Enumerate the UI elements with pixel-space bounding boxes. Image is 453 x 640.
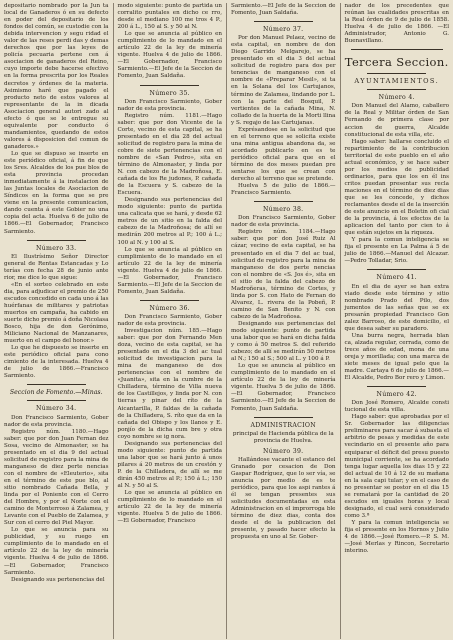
divider: [367, 269, 426, 270]
paragraph: «En el sorteo celebrado en este dia, para adjudicar el premio de 250 escudos concedido en cada uno á las huérfanas de militares y patriotas muertos en campaña, ha cabido en suerte dicho premio á doña Nicolasa Bosco, hija de don Gerónimo, Miliciano Nacional de Manzanares, muerto en el campo del honor.»: [4, 281, 109, 345]
column-4: [340, 3, 450, 639]
paragraph: Registro núm. 1184.—Hago saber: que por don José Ruiz Al cázar, vecino de esta capital, se ha presentado en el dia 7 del ac tual, solicitud de registro para la mina de manganeso de dos perte nencias con el nombre de «S. Jos é», sita en el sitio de la falda del cabezo de Madroñeras, término de Cortes, y linda por S. con Hato de Fernan do Alvarez, L. rivera de la Pobeñ, P. camino de San Benito y N. con cabezo de la Madroñosa.: [231, 229, 336, 320]
paragraph: depositario nombrado por la Jun ta local de Ganaderos ó en su defecto en poder del depositario de los fondos del común, se custodie con la debida intervencion y segu ridad el valor de las reses perdi das y demas derechos que por las leyes de policía pecuaria pertene cen á asociacion de ganaderos del Reino, cuyo importe debe hacerse efectivo en la forma prescrita por los Reales decretos y órdenes de la materia. Asimismo haré que pagado el producto neto de estos valores al representante de la in dicada Asociacion general autori zado al efecto ó que se le entregue su equivalente por conducto ó mandamientos, quedando de estos valores á disposicion del comun de ganaderos.»: [4, 3, 109, 150]
paragraph: Huelva 5 de julio de 1866.— Francisco Sarmiento.: [231, 183, 336, 197]
paragraph: Don Francisco Sarmiento, Gober nador de esta provincia.: [4, 414, 109, 428]
paragraph: Designando sus pertenencias del modo siguiente: punto de partida una labor que se hará junto á unos pilares á 20 metros de un crestón y P. de la Chilladera, de allí se me dirán 450 metros al P.; 150 á L.; 150 al N. y 50 al S.: [117, 440, 222, 490]
paragraph: Lo que se anuncia al público en cumplimiento de lo mandado en el artículo 22 de la ley de minería vigente. Huelva 4 de julio de 1866.—El Gobernador, Francisco Sarmiento.—El Jefe de la Seccion de Fomento, Juan Saldaña.: [117, 246, 222, 295]
notice-number: Número 38.: [263, 206, 304, 214]
notice-number: Número 34.: [36, 405, 77, 413]
paragraph: Por don Manuel Pelaez, vecino de esta capital, en nombre de don Diego Garrido Melgarejo, se ha presentado en el dia 3 del actual solicitud de registro para dos per tenencias de manganeso con el nombre de «Preparar Mesil», si ta en la Solana del los Cartujanos, término de Zalamea, lindando por L. con la parte del Bosquil, P. vertientes de la cañada Mina, N. collado de la huerta de la Morti llina y S. regajo de las Cartujanas.: [231, 35, 336, 126]
paragraph: Designando sus pertenencias del modo siguiente: punto de partida una labor que se hará en dicha falda y como á 50 metros S. del referido cabezo; de allí se medirán 50 metros al N.; 150 al S.; 500 al L. y 100 á P.: [231, 320, 336, 363]
paragraph: Don José Romero, Alcalde consti tucional de esta villa.: [344, 400, 449, 414]
paragraph: Y para la comun inteligencia se fija el presente en La Palma á 5 de julio de 1866.—Manuel del Alcazar.—Pedro Tolladar, Srio.: [344, 237, 449, 265]
paragraph: Hago saber: hallarse concluido el repartimiento de la contribucion territorial de este pueblo en el año actual económico, y se hace saber por los medios de publicidad ordinarios, para que los en él ins critos puedan presentar sus recla maciones en el término de diez dias que se les concede, y dichos reclamantes desde el de la inserción de este anuncio en el Boletin ofi cial de la provincia, á los efectos de la aplicacion del tanto por cien to á que están sujetos en la riqueza.: [344, 138, 449, 237]
paragraph: Don Francisco Sarmiento, Gober nador de esta provincia.: [117, 98, 222, 112]
paragraph: Investigacion núm. 185.—Hago saber: que por don Fernando Men doza, vecino de esta capital, se ha presentado en el dia 3 del ac tual solicitud de investigacion para la mina de manganeso de dos pertenencias con el nombre de «Juanita», sita en la cumbre de la Chilladera, término de Villa nueva de los Castillejos, y linda por N. con tierras y pinar del ríto de la Aicantarilla, P. faldas de la cañada de la Chilladera, S. ríto que da en la cañada del Obispo y los llanos y E. ponjío de la dicha cum bre y otra coyo nombre se ig nora.: [117, 328, 222, 440]
paragraph: Registro núm. 1181.—Hago saber: que por don Vicente de la Corte, vecino de esta capital, se ha presentado en el dia 28 del actual solicitud de registro para la mina de cobre de siete pertenencias con el nombre de «San Pedro», sita en término de Almonaster, y linda por N. con cabezo de la Madroñosa, E. cañada de los Re judones, P. cañada de la Escuera y S. cabezo de la Escuera.: [117, 112, 222, 197]
notice-number: Número 41.: [376, 274, 417, 282]
divider: [254, 417, 313, 418]
notice-number: Número 37.: [263, 26, 304, 34]
paragraph: Hallándose vacante el estanco del Granado por cesacion de Don Gaspar Rodríguez, que lo ser vía, se anuncia por medio de es te periódico, para que los aspi rantes á él se tengan presentes sus solicitudes documentadas en esta Administracion en el improrroga ble término de diez dias, conta dos desde el de la publicacion del presente, y pasado hacer efecto la propuesta en uno al Sr. Gober-: [231, 456, 336, 541]
column-2: [113, 3, 223, 639]
divider: [27, 400, 86, 401]
paragraph: Lo que se anuncia al público en cumplimiento de lo mandado en el artículo 22 de la ley de minería vigente. Huelva 4 de julio de 1866.—El Gobernador, Francisco Sarmiento.—El Jefe de la Seccion de Fomento, Juan Saldaña.: [117, 31, 222, 80]
divider: [254, 21, 313, 22]
divider: [254, 201, 313, 202]
divider: [140, 300, 199, 301]
section-subheading: AYUNTAMIENTOS.: [354, 77, 440, 86]
notice-number: Número 4.: [378, 94, 415, 102]
column-1: [4, 3, 109, 639]
paragraph: En el dia de ayer se han extra viado desde este término y sitio nombrado Prado del Pilo, dos jumentos de las señas que se ex presarán propiedad Francisco Gon zalez Barroso, de este domicilio, el que desea saber su paradero.: [344, 283, 449, 332]
paragraph: Designando sus pertenencias del modo siguiente: punto de partida una calicata que se hará, y desde 62 metros de un sitio en la falda del cabezo de la Madroñosa; de allí se medirán 200 metros al P.; 100 á L.; 100 al N. y 100 al S.: [117, 197, 222, 246]
paragraph: Una burra negra, herrada blan ca, alzada regular, cerrada, como de trece años de edad, mona de una oreja y morillada; con una marca de siete meses de igual pelo que la madre. Cartaya 6 de julio de 1866.—El Alcalde, Pedro Bor rero y Limon.: [344, 332, 449, 382]
section-subheading: principal de Hacienda pública de la provincia de Huelva.: [232, 430, 334, 444]
notice-number: Número 35.: [149, 89, 190, 97]
section-heading: ADMINISTRACION: [250, 421, 316, 429]
section-banner: Tercera Seccion.: [344, 55, 449, 70]
paragraph: Lo que se dispuso se inserte en este periódico oficial, á fin de que los Sres. Alcaldes de los pue blos de esta provincia procedan inmediatamente á la instalacion de las Juntas locales de Asociacion de Síndicos en la forma que se pre viene en la presente comunicacion, dando cuenta á este Gobier no una copia del acta. Huelva 6 de julio de 1866.—El Gobernador, Francisco Sarmiento.: [4, 150, 109, 235]
paragraph: Don Manuel del Alamo, caballero de la Real y Militar órden de San Fernando de primera clase por accion de guerra, Alcalde constitucional de esta villa, etc.: [344, 103, 449, 138]
column-3: [226, 3, 336, 639]
paragraph: Lo que se anuncia para su publicidad, y su ruego en cumplimiento de lo mandado en el artículo 22 de la ley de minería vigente. Huelva 4 de julio de 1866.—El Gobernador, Francisco Sarmiento.: [4, 527, 109, 576]
paragraph: Sarmiento.—El Jefe de la Seccion de Fomento, Juan Saldaña.: [231, 3, 336, 17]
divider: [367, 73, 426, 74]
divider: [367, 89, 426, 90]
paragraph: El Ilustrísimo Señor Director general de Rentas Estancadas y Lo terías con fecha 28 de junio ante rior, me dice lo que sigue:: [4, 253, 109, 281]
paragraph: Exprésandose en la solicitud que en el terreno que se solicita existe una mina antigua abandona da, se acordado publicarlo en es te periódico oficial para que en el término de dos meses puedan pre sentarse los que se crean con derecho al terreno que se pretende.: [231, 126, 336, 183]
paragraph: modo siguiente: punto de partida un corralito puntales en dicho ce rro, desde el mediano 100 me tros 4 P., 200 á L., 150 al S. y 50 al N.: [117, 3, 222, 31]
notice-number: Número 42.: [376, 391, 417, 399]
paragraph: Hago saber: que aprobadas por el Sr. Gobernador las diligencias preliminares para sacar á subasta el arbitrio de pesas y medidas de este vecindario en el presente año para equiparar el déficit del presu puesto municipal corriente, se ha acordado tenga lugar aquella los dias 15 y 22 del actual de 10 á 12 de su mañana en la sala capi tular; y en el caso de no presentar se postor en el dia 15 se rematará por la cantidad de 20 escudos en iguales horas y local designado, el cual será considerado como 3.ª: [344, 414, 449, 519]
divider: [27, 384, 86, 385]
paragraph: Don Francisco Sarmiento, Gober nador de esta provincia.: [231, 215, 336, 229]
paragraph: Don Francisco Sarmiento, Gober nador de esta provincia.: [117, 313, 222, 327]
paragraph: nador de los precedentes que reúnan las cualidades prescritas en la Real órden de 9 de julio de 1858. Huelva 4 de julio de 1866. —El Administrador, Antonio G. Buenavillano.: [344, 3, 449, 45]
paragraph: Lo que se anuncia al público en cumplimiento de lo mandado en el artículo 22 de la ley de minería vigente. Huelva 5 de julio de 1866.—El Gobernador, Francisco Sarmiento.—El Jefe de la Seccion de Fomento, Juan Saldaña.: [231, 363, 336, 412]
notice-number: Número 36.: [149, 304, 190, 312]
paragraph: Designando sus pertenencias del: [11, 576, 105, 583]
divider: [351, 49, 444, 50]
section-heading: Seccion de Fomento.—Minas.: [9, 389, 103, 397]
divider: [140, 85, 199, 86]
notice-number: Número 39.: [263, 447, 304, 455]
divider: [27, 240, 86, 241]
paragraph: Registro núm. 1180.—Hago saber: que por don Juan Fernan dez Sosa, vecino de Almonaster, se ha presentado en el dia 9 del actual solicitud de registro para la mina de manganeso de diez perte nencias con el nombre de «Eleuterio», sita en el término de este pue blo, al sitio nombrado Cañada Bella, y linda por el Poniente con el Cerro del Hombre, y por el Norte con el camino de Monterroso á Zalamea, y Levante con el Pueblo de Zalamea, y Sur con el cerro del Piel Mayor.: [4, 428, 109, 527]
notice-number: Número 33.: [36, 244, 77, 252]
paragraph: Lo que he dispuesto se inserte en este periódico oficial para cono cimiento de la interesada. Huelva 4 de julio de 1866.—Francisco Sarmiento.: [4, 345, 109, 380]
divider: [367, 386, 426, 387]
paragraph: Lo que se anuncia al público en cumplimiento de lo mandado en el artículo 22 de la ley de minería vigente. Huelva 5 de julio de 1866.—El Gobernador, Francisco: [117, 490, 222, 525]
paragraph: Y para la comun inteligencia se fija el presente en los Hornos y Julio 4 de 1866.—José Romero.—P. S. M.—José Merlas y Rincon, Secretario interino.: [344, 520, 449, 555]
